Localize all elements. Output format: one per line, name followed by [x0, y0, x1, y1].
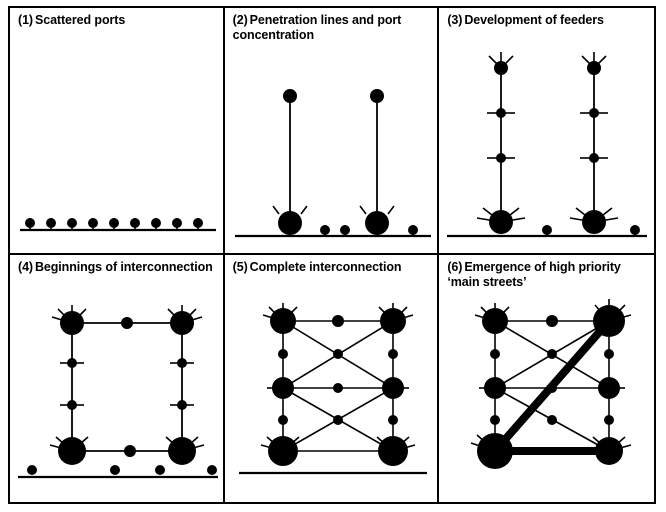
panel-5-number: (5)	[232, 260, 248, 274]
interior-nodes	[283, 89, 384, 103]
panel-6-canvas	[439, 255, 654, 502]
interior-nodes	[494, 61, 601, 163]
major-centres	[58, 311, 196, 465]
panel-6-main-streets	[439, 255, 654, 502]
panel-grid	[10, 8, 654, 502]
panel-3-diagram	[439, 8, 654, 255]
panel-3-number: (3)	[447, 13, 463, 27]
penetration-lines	[290, 96, 377, 222]
minor-ports	[27, 465, 217, 475]
panel-5-canvas	[225, 255, 438, 502]
interconnection-circuit	[72, 323, 182, 451]
panel-1-canvas	[10, 8, 223, 253]
panel-3-development-of-feeders	[439, 8, 654, 255]
panel-3-label: Development of feeders	[464, 13, 604, 27]
panel-6-number: (6)	[447, 260, 463, 274]
figure-frame	[8, 6, 656, 504]
panel-3-canvas	[439, 8, 654, 253]
panel-2-diagram	[225, 8, 440, 255]
intermediate-nodes	[67, 317, 187, 457]
panel-4-diagram	[10, 255, 225, 502]
panel-6-diagram	[439, 255, 654, 502]
panel-5-complete-interconnection	[225, 255, 440, 502]
intermediate-nodes	[278, 315, 398, 425]
panel-4-canvas	[10, 255, 223, 502]
panel-1-label: Scattered ports	[34, 13, 126, 27]
panel-2-label: Penetration lines and port concentration	[232, 13, 402, 43]
panel-6-label: Emergence of high priority ‘main streets’	[447, 260, 621, 290]
panel-5-diagram	[225, 255, 440, 502]
panel-4-beginnings-of-interconnection	[10, 255, 225, 502]
panel-4-label: Beginnings of interconnection	[34, 260, 213, 274]
panel-1-diagram	[10, 8, 225, 255]
major-ports	[278, 211, 389, 235]
penetration-lines	[501, 68, 594, 222]
panel-2-canvas	[225, 8, 438, 253]
panel-4-number: (4)	[18, 260, 33, 274]
feeder-spokes	[477, 52, 618, 222]
panel-2-number: (2)	[232, 13, 248, 27]
panel-1-scattered-ports	[10, 8, 225, 255]
panel-5-label: Complete interconnection	[249, 260, 402, 274]
panel-2-penetration-lines	[225, 8, 440, 255]
panel-1-number: (1)	[18, 13, 33, 27]
